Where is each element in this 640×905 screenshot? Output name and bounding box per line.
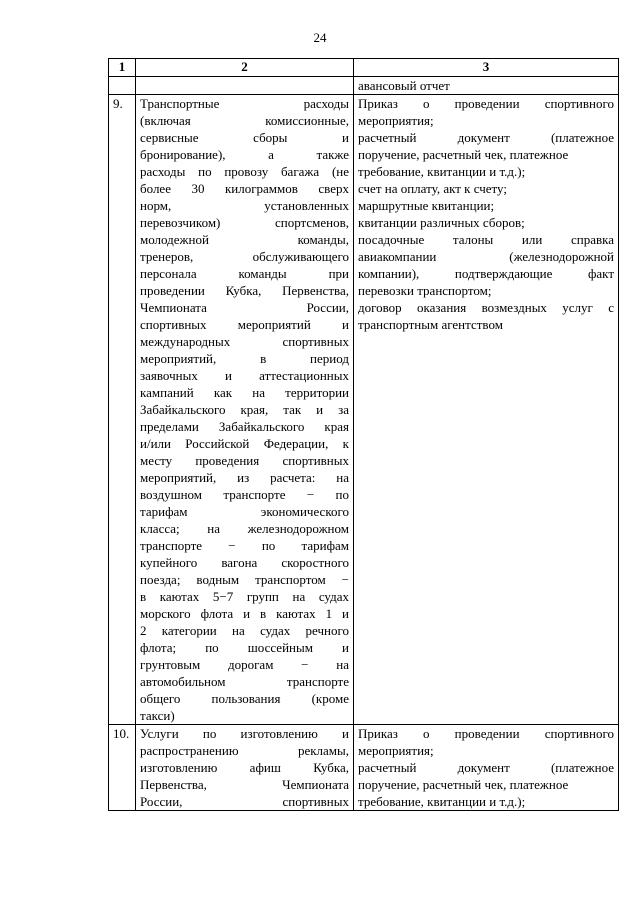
- text-line: пределами Забайкальского края: [140, 419, 349, 434]
- text-line: расходы по провозу багажа (не: [140, 164, 349, 179]
- text-line: Приказ о проведении спортивного: [358, 96, 614, 111]
- text-line: месту проведения спортивных: [140, 453, 349, 468]
- row-number: 10.: [109, 725, 136, 811]
- text-line: мероприятия;: [358, 113, 434, 128]
- text-line: проведении Кубка, Первенства,: [140, 283, 349, 298]
- text-line: международных спортивных: [140, 334, 349, 349]
- text-line: требование, квитанции и т.д.);: [358, 794, 526, 809]
- supporting-documents: [354, 725, 619, 811]
- text-line: норм, установленных: [140, 198, 349, 213]
- text-line: распространению рекламы,: [140, 743, 349, 758]
- text-line: счет на оплату, акт к счету;: [358, 181, 507, 196]
- expense-description: [136, 725, 354, 811]
- text-line: Транспортные расходы: [140, 96, 349, 111]
- text-line: молодежной команды,: [140, 232, 349, 247]
- text-line: маршрутные квитанции;: [358, 198, 495, 213]
- text-line: морского флота и в каютах 1 и: [140, 606, 349, 621]
- text-line: тарифам экономического: [140, 504, 349, 519]
- text-line: транспортным агентством: [358, 317, 503, 332]
- table-header-row: [109, 59, 619, 77]
- text-line: персонала команды при: [140, 266, 349, 281]
- text-line: класса; на железнодорожном: [140, 521, 349, 536]
- text-line: авиакомпании (железнодорожной: [358, 249, 614, 264]
- text-line: Забайкальского края, так и за: [140, 402, 349, 417]
- text-line: поезда; водным транспортом −: [140, 572, 349, 587]
- text-line: и/или Российской Федерации, к: [140, 436, 349, 451]
- text-line: флота; по шоссейным и: [140, 640, 349, 655]
- text-line: 2 категории на судах речного: [140, 623, 349, 638]
- text-line: сервисные сборы и: [140, 130, 349, 145]
- text-line: купейного вагона скоростного: [140, 555, 349, 570]
- text-line: мероприятий, из расчета: на: [140, 470, 349, 485]
- header-col-3: 3: [354, 59, 619, 77]
- text-line: требование, квитанции и т.д.);: [358, 164, 526, 179]
- supporting-documents: [354, 95, 619, 725]
- text-line: заявочных и аттестационных: [140, 368, 349, 383]
- header-col-1: 1: [109, 59, 136, 77]
- text-line: воздушном транспорте − по: [140, 487, 349, 502]
- continuation-num-cell: [109, 77, 136, 95]
- header-col-2: 2: [136, 59, 354, 77]
- text-line: компании), подтверждающие факт: [358, 266, 614, 281]
- text-line: Первенства, Чемпионата: [140, 777, 349, 792]
- expense-table: [108, 58, 619, 811]
- continuation-text: авансовый отчет: [354, 77, 619, 95]
- text-line: расчетный документ (платежное: [358, 130, 614, 145]
- text-line: Чемпионата России,: [140, 300, 349, 315]
- continuation-row: [109, 77, 619, 95]
- text-line: транспорте − по тарифам: [140, 538, 349, 553]
- text-line: общего пользования (кроме: [140, 691, 349, 706]
- row-number: 9.: [109, 95, 136, 725]
- text-line: квитанции различных сборов;: [358, 215, 525, 230]
- text-line: кампаний как на территории: [140, 385, 349, 400]
- table-row: [109, 725, 619, 811]
- text-line: перевозчиком) спортсменов,: [140, 215, 349, 230]
- text-line: автомобильном транспорте: [140, 674, 349, 689]
- text-line: бронирование), а также: [140, 147, 349, 162]
- text-line: (включая комиссионные,: [140, 113, 349, 128]
- text-line: в каютах 5−7 групп на судах: [140, 589, 349, 604]
- text-line: расчетный документ (платежное: [358, 760, 614, 775]
- text-line: мероприятий, в период: [140, 351, 349, 366]
- text-line: России, спортивных: [140, 794, 349, 809]
- text-line: Услуги по изготовлению и: [140, 726, 349, 741]
- text-line: перевозки транспортом;: [358, 283, 492, 298]
- text-line: посадочные талоны или справка: [358, 232, 614, 247]
- text-line: тренеров, обслуживающего: [140, 249, 349, 264]
- text-line: грунтовым дорогам − на: [140, 657, 349, 672]
- text-line: спортивных мероприятий и: [140, 317, 349, 332]
- text-line: мероприятия;: [358, 743, 434, 758]
- text-line: Приказ о проведении спортивного: [358, 726, 614, 741]
- text-line: такси): [140, 708, 175, 723]
- page-number: 24: [313, 30, 327, 45]
- text-line: поручение, расчетный чек, платежное: [358, 777, 569, 792]
- text-line: поручение, расчетный чек, платежное: [358, 147, 569, 162]
- text-line: более 30 килограммов сверх: [140, 181, 349, 196]
- expense-description: [136, 95, 354, 725]
- text-line: договор оказания возмездных услуг с: [358, 300, 614, 315]
- continuation-col2-cell: [136, 77, 354, 95]
- text-line: изготовлению афиш Кубка,: [140, 760, 349, 775]
- table-row: [109, 95, 619, 725]
